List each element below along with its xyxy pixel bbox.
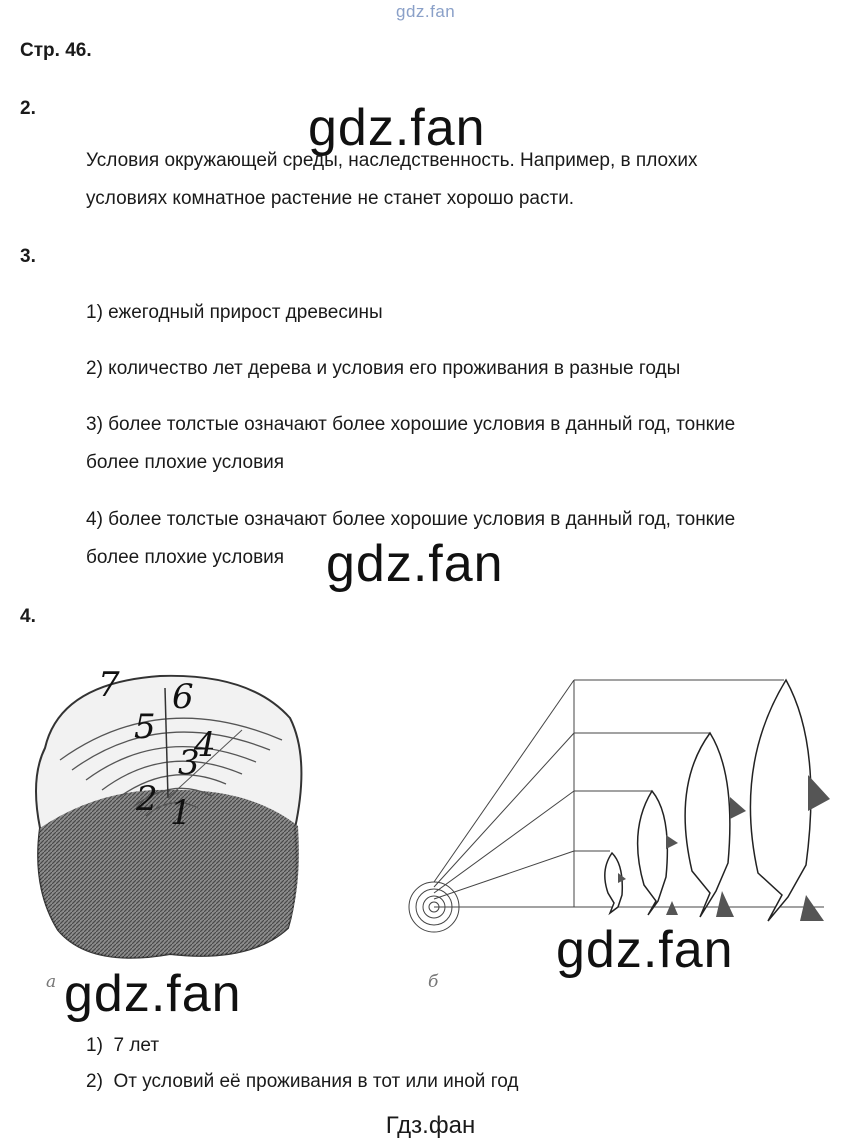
ring-label-6: 6 [172, 677, 194, 717]
question-4-number: 4. [20, 606, 36, 627]
watermark-1: gdz.fan [308, 99, 486, 157]
ring-label-5: 5 [134, 707, 156, 747]
q3-item-1: 1) ежегодный прирост древесины [86, 302, 383, 323]
q4-answer-2 [86, 1063, 518, 1101]
watermark-4: gdz.fan [64, 965, 242, 1023]
fish-growth-figure [404, 665, 844, 935]
item-line: 3) более толстые означают более хорошие условия в данный год, тонкие [86, 414, 736, 435]
q3-item-3 [86, 406, 735, 482]
answer-line: условиях комнатное растение не станет хорошо расти. [86, 188, 575, 209]
answer-text: От условий её проживания в тот или иной год [113, 1071, 519, 1092]
answer-number: 2) [86, 1071, 103, 1092]
q4-answer-1 [86, 1027, 159, 1065]
watermark-2: gdz.fan [326, 535, 504, 593]
ring-label-4: 4 [194, 725, 216, 765]
item-line: 4) более толстые означают более хорошие условия в данный год, тонкие [86, 509, 736, 530]
q3-item-2: 2) количество лет дерева и условия его проживания в разные годы [86, 358, 681, 379]
figure-a-label: а [46, 972, 57, 992]
ring-label-7: 7 [98, 665, 120, 705]
question-2-number: 2. [20, 98, 36, 119]
ring-label-1: 1 [170, 793, 192, 833]
answer-text: 7 лет [113, 1035, 160, 1056]
answer-line: Условия окружающей среды, наследственность. Например, в плохих [86, 150, 698, 171]
ring-label-2: 2 [136, 779, 158, 819]
figure-b-label: б [428, 972, 439, 992]
watermark-3: gdz.fan [556, 921, 734, 979]
answer-number: 1) [86, 1035, 103, 1056]
page-reference: Стр. 46. [20, 40, 92, 61]
question-3-number: 3. [20, 246, 36, 267]
question-2-answer [86, 142, 698, 218]
site-watermark: gdz.fan [396, 2, 456, 21]
item-line: более плохие условия [86, 452, 285, 473]
fish-scale-figure [20, 648, 320, 978]
footer-watermark: Гдз.фан [385, 1112, 476, 1139]
item-line: более плохие условия [86, 547, 285, 568]
ring-label-3: 3 [178, 743, 200, 783]
